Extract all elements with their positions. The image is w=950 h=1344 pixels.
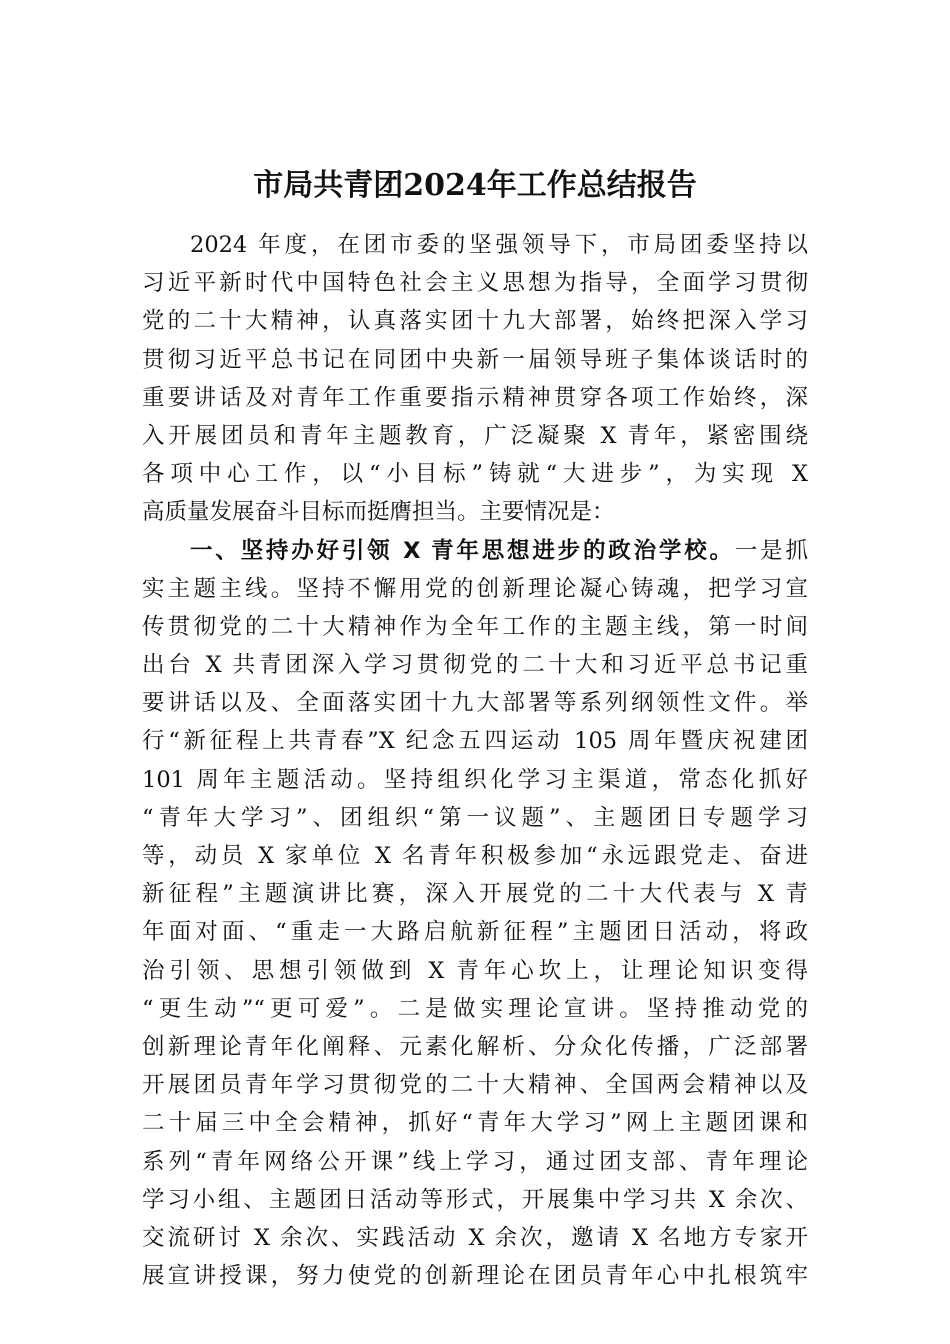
section-line: 系列“青年网络公开课”线上学习，通过团支部、青年理论	[142, 1148, 808, 1175]
section-heading: 一、坚持办好引领 X 青年思想进步的政治学校。	[190, 537, 735, 564]
section-line: 出台 X 共青团深入学习贯彻党的二十大和习近平总书记重	[142, 652, 808, 679]
section-line: 新征程”主题演讲比赛，深入开展党的二十大代表与 X 青	[142, 881, 808, 908]
section-line: 等，动员 X 家单位 X 名青年积极参加“永远跟党走、奋进	[142, 843, 808, 869]
document-title: 市局共青团2024年工作总结报告	[253, 168, 697, 203]
section-line: “更生动”“更可爱”。二是做实理论宣讲。坚持推动党的	[142, 995, 808, 1022]
section-line: 行“新征程上共青春”X 纪念五四运动 105 周年暨庆祝建团	[142, 728, 808, 755]
section-line: 学习小组、主题团日活动等形式，开展集中学习共 X 余次、	[142, 1186, 808, 1213]
section-line: 传贯彻党的二十大精神作为全年工作的主题主线，第一时间	[142, 613, 808, 640]
intro-line: 重要讲话及对青年工作重要指示精神贯穿各项工作始终，深	[142, 384, 808, 411]
intro-line: 习近平新时代中国特色社会主义思想为指导，全面学习贯彻	[142, 270, 808, 297]
section-line: 年面对面、“重走一大路启航新征程”主题团日活动，将政	[142, 919, 808, 946]
section-line: 实主题主线。坚持不懈用党的创新理论凝心铸魂，把学习宣	[142, 575, 808, 602]
intro-line: 入开展团员和青年主题教育，广泛凝聚 X 青年，紧密围绕	[142, 422, 808, 449]
section-line: 要讲话以及、全面落实团十九大部署等系列纲领性文件。举	[142, 690, 808, 717]
section-heading-line	[142, 532, 808, 570]
intro-line: 党的二十大精神，认真落实团十九大部署，始终把深入学习	[142, 308, 808, 335]
intro-line: 贯彻习近平总书记在同团中央新一届领导班子集体谈话时的	[142, 346, 808, 373]
section-line: 交流研讨 X 余次、实践活动 X 余次，邀请 X 名地方专家开	[142, 1224, 808, 1251]
section-line: 101 周年主题活动。坚持组织化学习主渠道，常态化抓好	[142, 766, 808, 793]
section-line: 开展团员青年学习贯彻党的二十大精神、全国两会精神以及	[142, 1072, 808, 1099]
intro-line: 高质量发展奋斗目标而挺膺担当。主要情况是：	[142, 499, 615, 526]
intro-line: 各项中心工作，以“小目标”铸就“大进步”，为实现 X	[142, 461, 808, 488]
intro-line: 2024 年度，在团市委的坚强领导下，市局团委坚持以	[190, 232, 808, 258]
section-line: “青年大学习”、团组织“第一议题”、主题团日专题学习	[142, 804, 808, 831]
section-line: 治引领、思想引领做到 X 青年心坎上，让理论知识变得	[142, 957, 808, 984]
section-line: 展宣讲授课，努力使党的创新理论在团员青年心中扎根筑牢	[142, 1263, 808, 1290]
section-heading-rest: 一是抓	[734, 537, 808, 564]
section-line: 二十届三中全会精神，抓好“青年大学习”网上主题团课和	[142, 1110, 808, 1137]
document-body	[142, 226, 808, 1295]
section-line: 创新理论青年化阐释、元素化解析、分众化传播，广泛部署	[142, 1033, 808, 1060]
